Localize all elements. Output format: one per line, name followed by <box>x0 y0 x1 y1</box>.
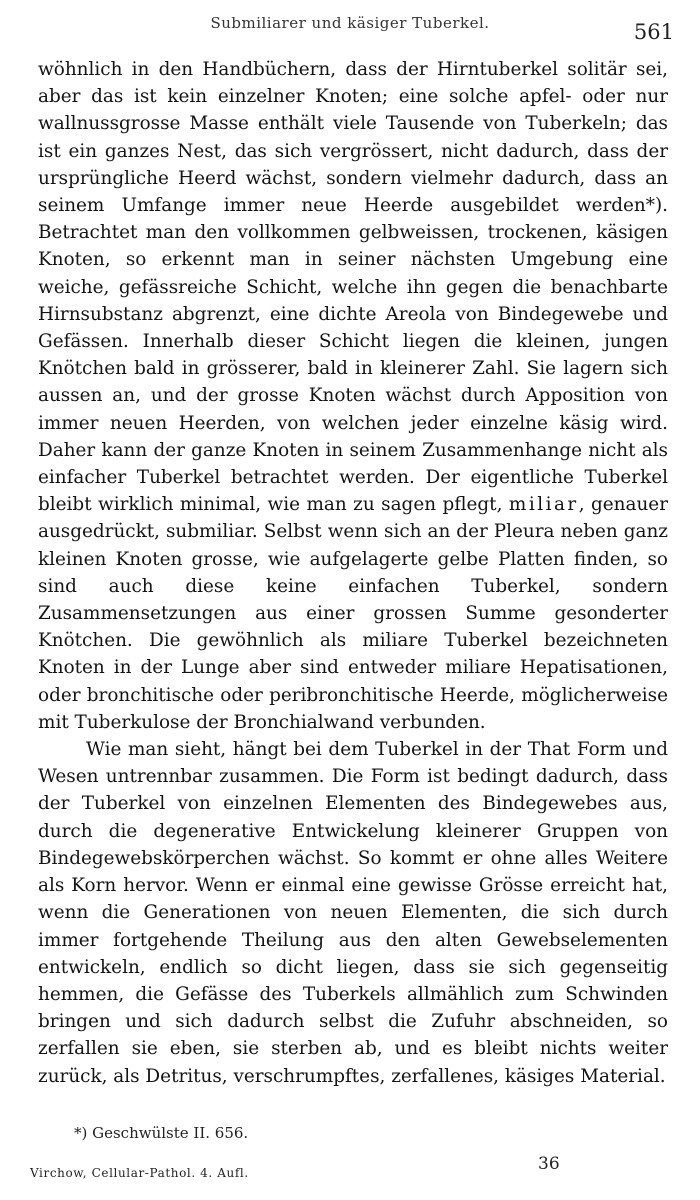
body-text <box>38 56 668 1090</box>
paragraph-1 <box>38 56 668 736</box>
running-title: Submiliarer und käsiger Tuberkel. <box>210 14 490 32</box>
paragraph-1-part-a: wöhnlich in den Handbüchern, dass der Hirntuberkel solitär sei, aber das ist kein einzelner Knoten; eine solche apfel- oder nur wallnussgrosse Masse enthält viele Tausende von Tuberkeln; das ist ein ganzes Nest, das sich vergrössert, nicht dadurch, dass der ursprüngliche Heerd wächst, sondern vielmehr dadurch, dass an seinem Umfange immer neue Heerde ausgebildet werden*). Betrachtet man den vollkommen gelbweissen, trockenen, käsigen Knoten, so erkennt man in seiner nächsten Umgebung eine weiche, gefässreiche Schicht, welche ihn gegen die benachbarte Hirnsubstanz abgrenzt, eine dichte Areola von Bindegewebe und Gefässen. Innerhalb dieser Schicht liegen die kleinen, jungen Knötchen bald in grösserer, bald in kleinerer Zahl. Sie lagern sich aussen an, und der grosse Knoten wächst durch Apposition von immer neuen Heerden, von welchen jeder einzelne käsig wird. Daher kann der ganze Knoten in seinem Zusammenhange nicht als einfacher Tuberkel betrachtet werden. Der eigentliche Tuberkel bleibt wirklich minimal, wie man zu sagen pflegt, <box>38 59 668 516</box>
paragraph-2: Wie man sieht, hängt bei dem Tuberkel in der That Form und Wesen untrennbar zusammen. Die Form ist bedingt dadurch, dass der Tuberkel von einzelnen Elementen des Bindegewebes aus, durch die degenerative Entwickelung kleinerer Gruppen von Bindegewebskörperchen wächst. So kommt er ohne alles Weitere als Korn hervor. Wenn er einmal eine gewisse Grösse erreicht hat, wenn die Generationen von neuen Elementen, die sich durch immer fortgehende Theilung aus den alten Gewebselementen entwickeln, endlich so dicht liegen, dass sie sich gegenseitig hemmen, die Gefässe des Tuberkels allmählich zum Schwinden bringen und sich dadurch selbst die Zufuhr abschneiden, so zerfallen sie eben, sie sterben ab, und es bleibt nichts weiter zurück, als Detritus, verschrumpftes, zerfallenes, käsiges Material. <box>38 739 668 1087</box>
signature-mark: 36 <box>538 1154 560 1174</box>
printer-signature: Virchow, Cellular-Pathol. 4. Aufl. <box>30 1166 249 1180</box>
page-number: 561 <box>633 20 674 44</box>
spaced-word-miliar: miliar <box>508 494 579 516</box>
footnote: *) Geschwülste II. 656. <box>74 1124 249 1142</box>
paragraph-1-part-b: , genauer ausgedrückt, submiliar. Selbst wenn sich an der Pleura neben ganz kleinen Knoten grosse, wie aufgelagerte gelbe Platten finden, so sind auch diese keine einfachen Tuberkel, sondern Zusammensetzungen aus einer grossen Summe gesonderter Knötchen. Die gewöhnlich als miliare Tuberkel bezeichneten Knoten in der Lunge aber sind entweder miliare Hepatisationen, oder bronchitische oder peribronchitische Heerde, möglicherweise mit Tuberkulose der Bronchialwand verbunden. <box>38 494 668 733</box>
